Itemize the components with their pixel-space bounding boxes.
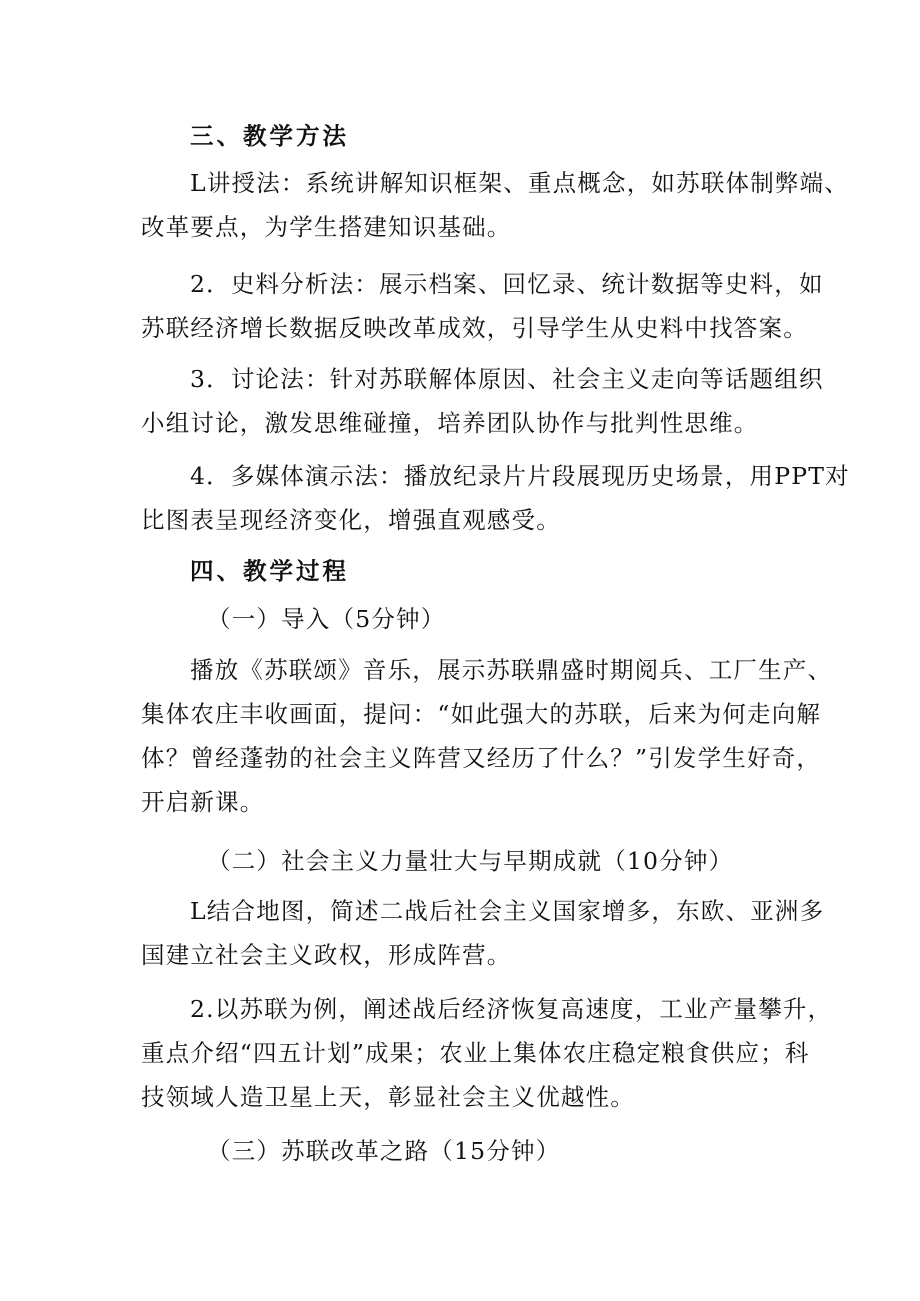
text-line: 小组讨论，激发思维碰撞，培养团队协作与批判性思维。 [141,409,759,437]
text-line: （二）社会主义力量壮大与早期成就（10分钟） [207,847,734,875]
paragraph-historical-analysis-method [141,262,824,350]
text-line: 技领域人造卫星上天，彰显社会主义优越性。 [141,1083,635,1111]
text-line: 四、教学过程 [190,557,349,585]
subheading-introduction [207,597,445,641]
text-line: 改革要点，为学生搭建知识基础。 [141,213,512,241]
section-heading-teaching-process [190,549,349,593]
text-line: （一）导入（5分钟） [207,605,446,633]
text-line: 三、教学方法 [190,122,349,150]
text-line: 集体农庄丰收画面，提问：“如此强大的苏联，后来为何走向解 [141,700,822,728]
paragraph-lecture-method [141,161,849,249]
text-line: 4．多媒体演示法：播放纪录片片段展现历史场景，用PPT对 [190,462,850,490]
text-line: 苏联经济增长数据反映改革成效，引导学生从史料中找答案。 [141,314,808,342]
section-heading-teaching-methods [190,114,349,158]
subheading-socialist-growth [207,839,733,883]
paragraph-introduction [141,648,832,824]
text-line: 比图表呈现经济变化，增强直观感受。 [141,506,561,534]
paragraph-discussion-method [141,357,824,445]
text-line: 开启新课。 [141,788,265,816]
text-line: （三）苏联改革之路（15分钟） [207,1137,561,1165]
text-line: 2．史料分析法：展示档案、回忆录、统计数据等史料，如 [190,270,824,298]
text-line: 播放《苏联颂》音乐，展示苏联鼎盛时期阅兵、工厂生产、 [190,656,833,684]
text-line: 2.以苏联为例，阐述战后经济恢复高速度，工业产量攀升， [190,995,833,1023]
subheading-soviet-reform [207,1129,560,1173]
paragraph-soviet-example [141,987,832,1119]
text-line: 重点介绍“四五计划”成果；农业上集体农庄稳定粮食供应；科 [141,1039,810,1067]
paragraph-multimedia-method [141,454,850,542]
text-line: 国建立社会主义政权，形成阵营。 [141,941,512,969]
text-line: 3．讨论法：针对苏联解体原因、社会主义走向等话题组织 [190,365,824,393]
paragraph-map-overview [141,889,824,977]
text-line: L结合地图，简述二战后社会主义国家增多，东欧、亚洲多 [190,897,825,925]
text-line: L讲授法：系统讲解知识框架、重点概念，如苏联体制弊端、 [190,169,850,197]
text-line: 体？曾经蓬勃的社会主义阵营又经历了什么？”引发学生好奇， [141,744,822,772]
